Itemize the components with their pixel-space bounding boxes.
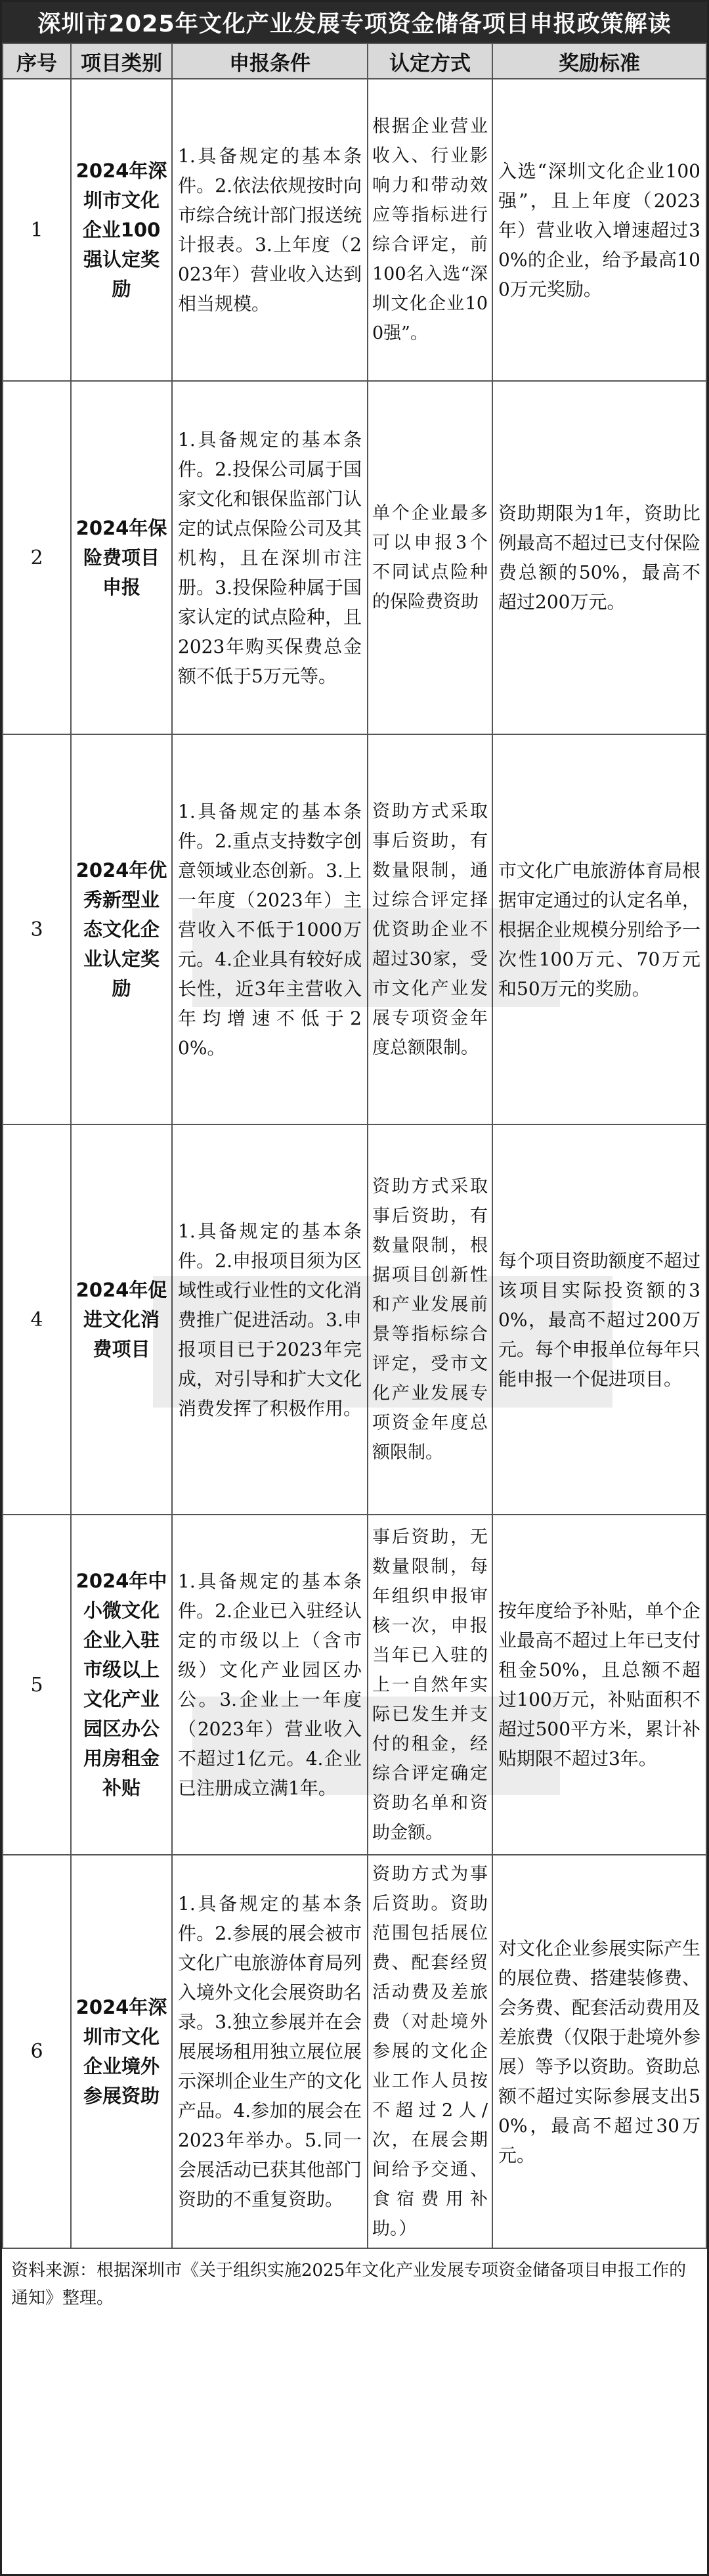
application-conditions: 1.具备规定的基本条件。2.投保公司属于国家文化和银保监部门认定的试点保险公司及其机构，且在深圳市注册。3.投保险种属于国家认定的试点险种，且2023年购买保费总金额不低于5万元等。 [172, 381, 368, 734]
header-method: 认定方式 [368, 43, 492, 79]
row-number: 3 [3, 734, 71, 1124]
evaluation-method: 事后资助，无数量限制，每年组织申报审核一次，申报当年已入驻的上一自然年实际已发生并支付的租金，经综合评定确定资助名单和资助金额。 [368, 1515, 492, 1855]
header-conditions: 申报条件 [172, 43, 368, 79]
source-note: 资料来源：根据深圳市《关于组织实施2025年文化产业发展专项资金储备项目申报工作的通知》整理。 [11, 2261, 687, 2308]
reward-standard: 按年度给予补贴，单个企业最高不超过上年已支付租金50%，且总额不超过100万元，补贴面积不超过500平方米，累计补贴期限不超过3年。 [492, 1515, 706, 1855]
table-row [3, 381, 706, 734]
project-category: 2024年深圳市文化企业境外参展资助 [71, 1855, 172, 2248]
header-row [3, 43, 706, 79]
application-conditions: 1.具备规定的基本条件。2.申报项目须为区域性或行业性的文化消费推广促进活动。3.申报项目已于2023年完成，对引导和扩大文化消费发挥了积极作用。 [172, 1124, 368, 1515]
row-number: 5 [3, 1515, 71, 1855]
policy-table [2, 43, 707, 2249]
project-category: 2024年深圳市文化企业100强认定奖励 [71, 79, 172, 381]
evaluation-method: 资助方式采取事后资助，有数量限制，根据项目创新性和产业发展前景等指标综合评定，受市文化产业发展专项资金年度总额限制。 [368, 1124, 492, 1515]
row-number: 6 [3, 1855, 71, 2248]
application-conditions: 1.具备规定的基本条件。2.企业已入驻经认定的市级以上（含市级）文化产业园区办公。3.企业上一年度（2023年）营业收入不超过1亿元。4.企业已注册成立满1年。 [172, 1515, 368, 1855]
application-conditions: 1.具备规定的基本条件。2.重点支持数字创意领域业态创新。3.上一年度（2023年）主营收入不低于1000万元。4.企业具有较好成长性，近3年主营收入年均增速不低于20%。 [172, 734, 368, 1124]
evaluation-method: 根据企业营业收入、行业影响力和带动效应等指标进行综合评定，前100名入选“深圳文化企业100强”。 [368, 79, 492, 381]
header-reward: 奖励标准 [492, 43, 706, 79]
project-category: 2024年促进文化消费项目 [71, 1124, 172, 1515]
table-title: 深圳市2025年文化产业发展专项资金储备项目申报政策解读 [2, 2, 707, 43]
evaluation-method: 资助方式为事后资助。资助范围包括展位费、配套经贸活动费及差旅费（对赴境外参展的文化企业工作人员按不超过2人/次，在展会期间给予交通、食宿费用补助。） [368, 1855, 492, 2248]
reward-standard: 对文化企业参展实际产生的展位费、搭建装修费、会务费、配套活动费用及差旅费（仅限于赴境外参展）等予以资助。资助总额不超过实际参展支出50%，最高不超过30万元。 [492, 1855, 706, 2248]
application-conditions: 1.具备规定的基本条件。2.参展的展会被市文化广电旅游体育局列入境外文化会展资助名录。3.独立参展并在会展展场租用独立展位展示深圳企业生产的文化产品。4.参加的展会在2023年举办。5.同一会展活动已获其他部门资助的不重复资助。 [172, 1855, 368, 2248]
project-category: 2024年中小微文化企业入驻市级以上文化产业园区办公用房租金补贴 [71, 1515, 172, 1855]
reward-standard: 每个项目资助额度不超过该项目实际投资额的30%，最高不超过200万元。每个申报单位每年只能申报一个促进项目。 [492, 1124, 706, 1515]
row-number: 1 [3, 79, 71, 381]
reward-standard: 资助期限为1年，资助比例最高不超过已支付保险费总额的50%，最高不超过200万元。 [492, 381, 706, 734]
row-number: 2 [3, 381, 71, 734]
header-category: 项目类别 [71, 43, 172, 79]
table-row [3, 1855, 706, 2248]
project-category: 2024年优秀新型业态文化企业认定奖励 [71, 734, 172, 1124]
evaluation-method: 资助方式采取事后资助，有数量限制，通过综合评定择优资助企业不超过30家，受市文化产业发展专项资金年度总额限制。 [368, 734, 492, 1124]
evaluation-method: 单个企业最多可以申报3个不同试点险种的保险费资助 [368, 381, 492, 734]
project-category: 2024年保险费项目申报 [71, 381, 172, 734]
table-row [3, 79, 706, 381]
table-row [3, 1124, 706, 1515]
header-no: 序号 [3, 43, 71, 79]
reward-standard: 入选“深圳文化企业100强”，且上年度（2023年）营业收入增速超过30%的企业，给予最高100万元奖励。 [492, 79, 706, 381]
reward-standard: 市文化广电旅游体育局根据审定通过的认定名单，根据企业规模分别给予一次性100万元、70万元和50万元的奖励。 [492, 734, 706, 1124]
table-row [3, 734, 706, 1124]
application-conditions: 1.具备规定的基本条件。2.依法依规按时向市综合统计部门报送统计报表。3.上年度（2023年）营业收入达到相当规模。 [172, 79, 368, 381]
table-row [3, 1515, 706, 1855]
row-number: 4 [3, 1124, 71, 1515]
